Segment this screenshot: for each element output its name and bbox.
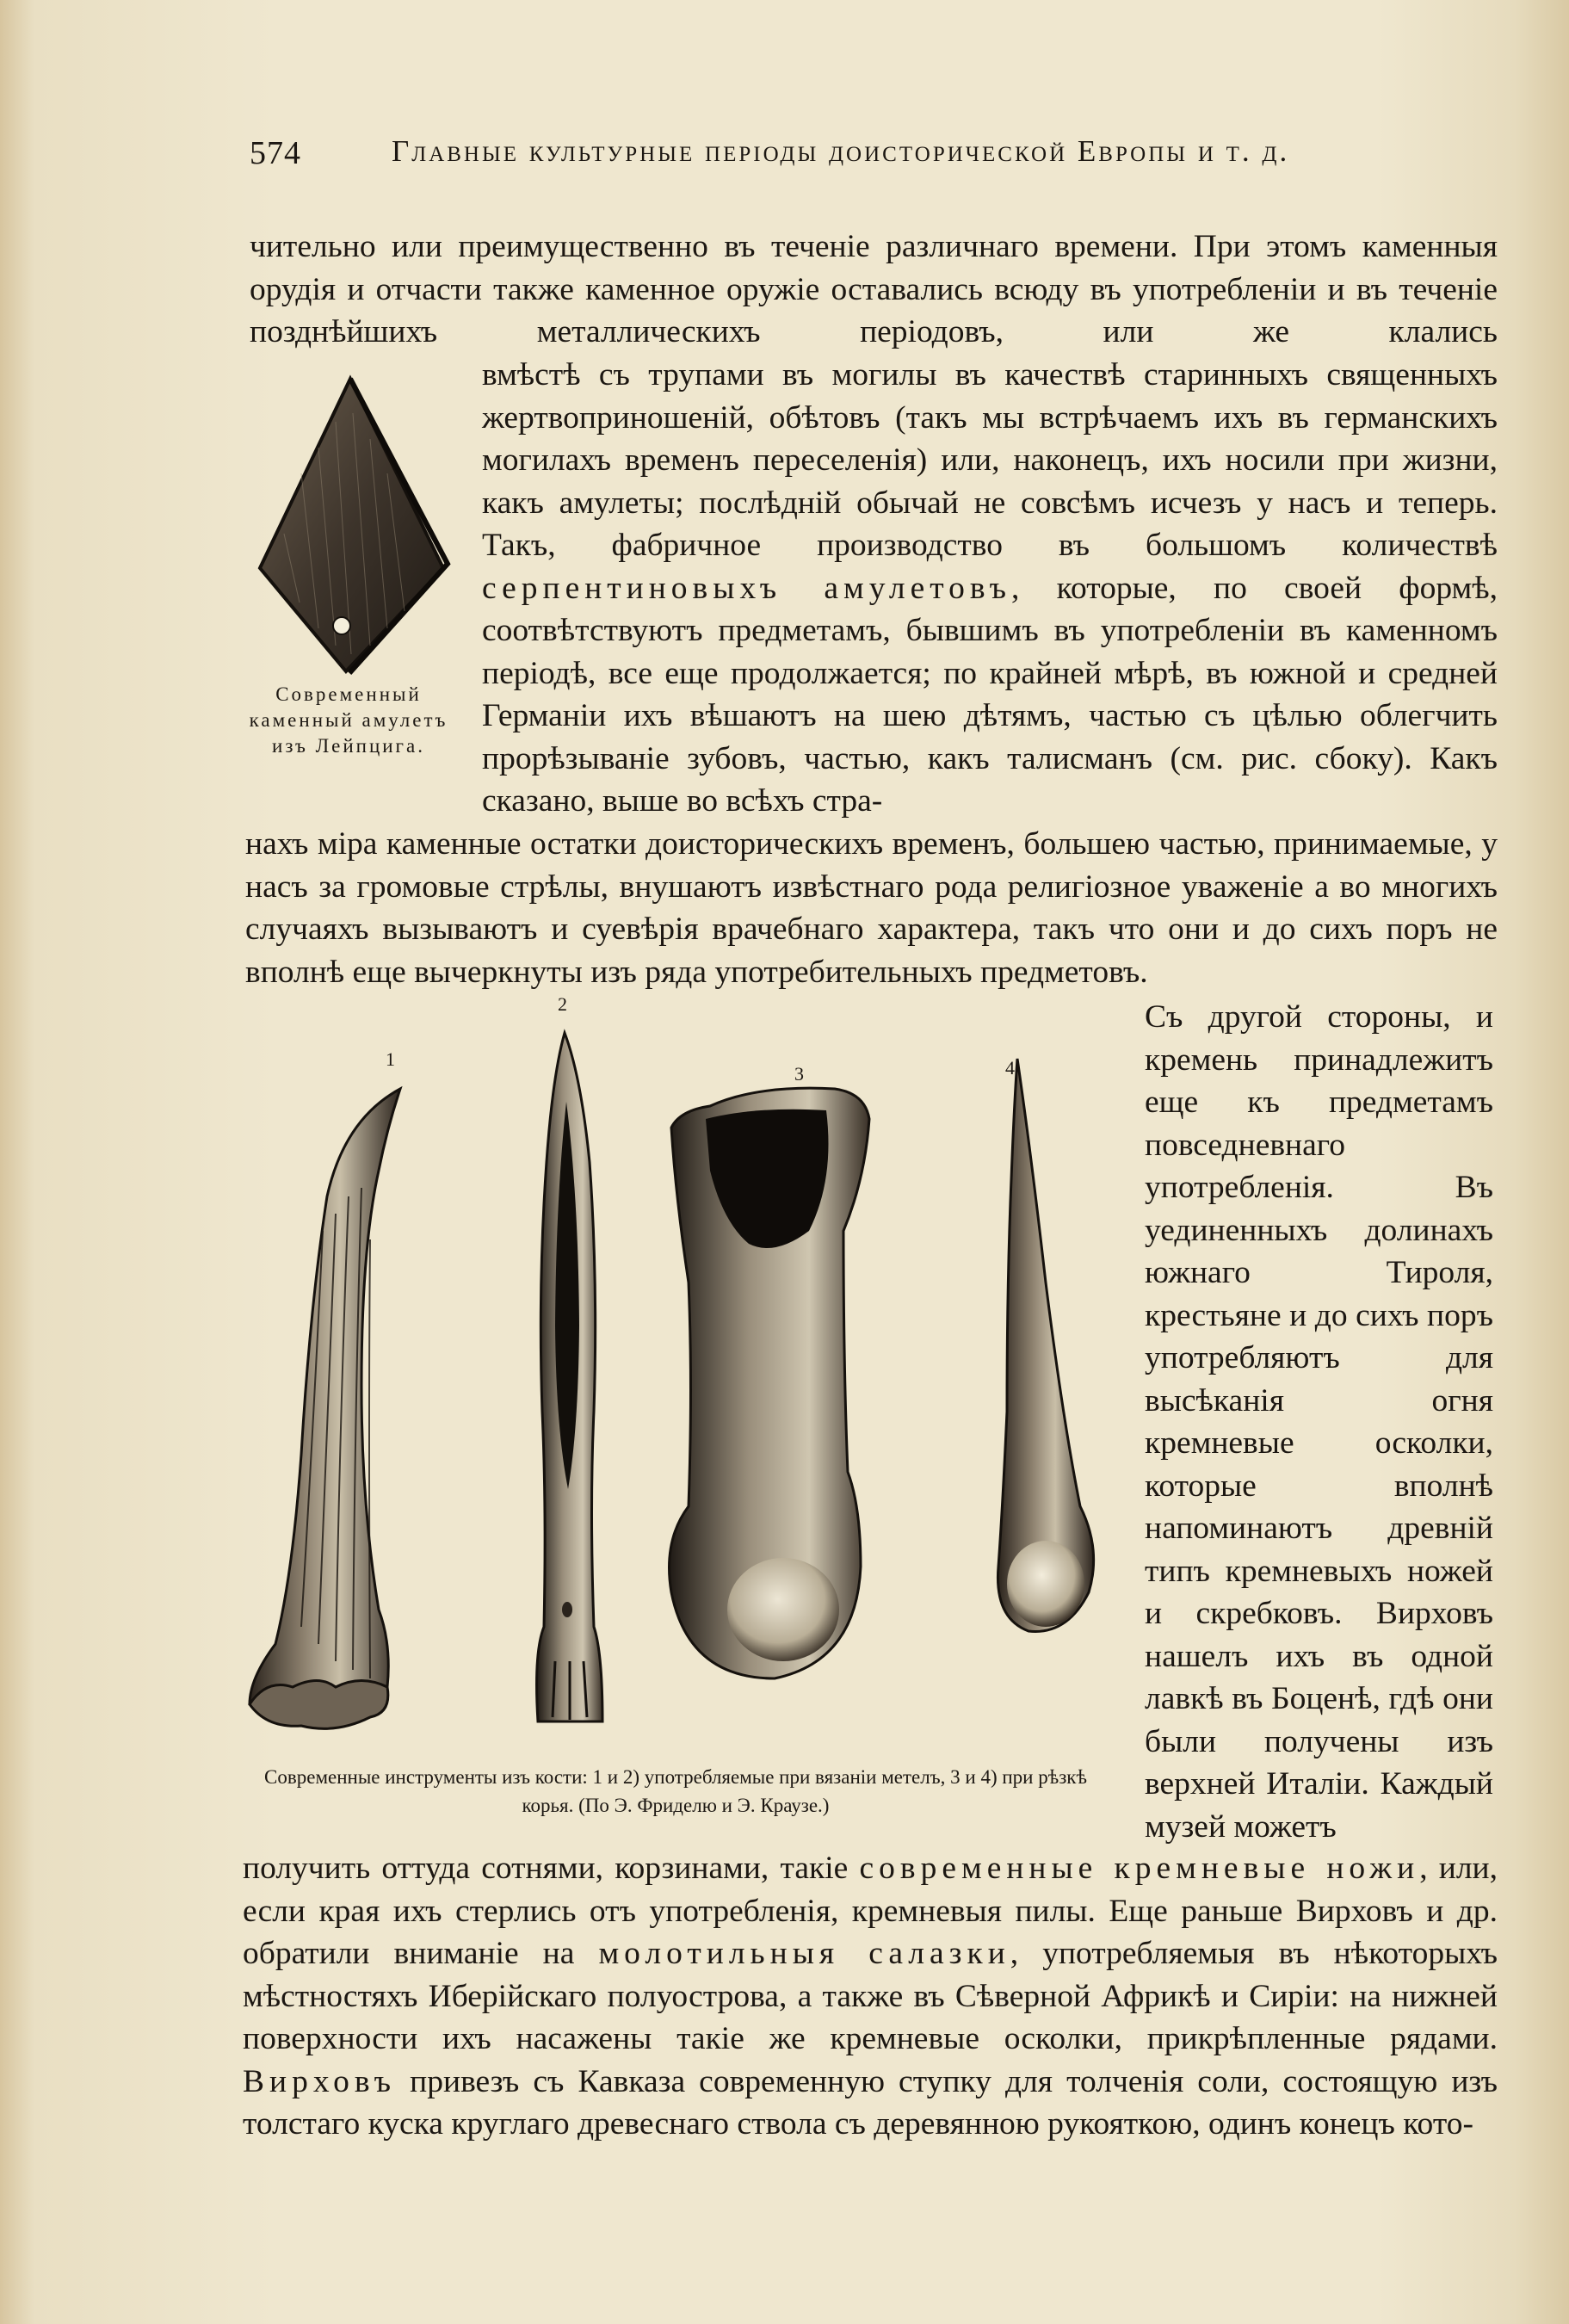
spaced-term: серпентиновыхъ амулетовъ (482, 570, 1012, 606)
spaced-term: Вирховъ (243, 2063, 397, 2099)
page-number: 574 (250, 135, 301, 171)
tool-4 (998, 1059, 1093, 1631)
bone-tools-illustration (241, 1024, 1127, 1756)
paragraph-full: нахъ міра каменные остатки доисторическихъ временъ, большею частью, принимаемые, у насъ за громовые стрѣлы, внушаютъ извѣстнаго рода религіозное уваженіе а во многихъ случаяхъ вызываютъ и суевѣрія врачебнаго характера, такъ что они и до сихъ поръ не вполнѣ еще вычеркнуты изъ ряда употребительныхъ предметовъ. (245, 826, 1498, 990)
paragraph-wrap: вмѣстѣ съ трупами въ могилы въ качествѣ старинныхъ священныхъ жертвоприношеній, обѣтовъ (такъ мы встрѣчаемъ ихъ въ германскихъ могилахъ временъ переселенія) или, наконецъ, ихъ носили при жизни, какъ амулеты; послѣдній обычай не совсѣмъ исчезъ у насъ и теперь. Такъ, фабричное производство въ большомъ количествѣ серпентиновыхъ амулетовъ, которые, по своей формѣ, соотвѣтствуютъ предметамъ, бывшимъ въ употребленіи въ каменномъ періодѣ, все еще продолжается; по крайней мѣрѣ, въ южной и средней Германіи ихъ вѣшаютъ на шею дѣтямъ, частью съ цѣлью облегчить прорѣзываніе зубовъ, частью, какъ талисманъ (см. рис. сбоку). Какъ сказано, выше во всѣхъ стра- (482, 357, 1498, 819)
paragraph-bottom: получить оттуда сотнями, корзинами, такіе современные кремневые ножи, или, если края ихъ стерлись отъ употребленія, кремневыя пилы. Еще раньше Вирховъ и др. обратили вниманіе на молотильныя салазки, употребляемыя въ нѣкоторыхъ мѣстностяхъ Иберійскаго полуострова, а также въ Сѣверной Африкѣ и Сиріи: на нижней поверхности ихъ насажены такіе же кремневые осколки, прикрѣпленные рядами. Вирховъ привезъ съ Кавказа современную ступку для толченія соли, состоящую изъ толстаго куска круглаго древеснаго ствола съ деревянною рукояткою, одинъ конецъ кото- (243, 1851, 1498, 2142)
figure-label-3: 3 (794, 1063, 804, 1085)
paragraph-column: Съ другой стороны, и кремень принадлежитъ еще къ предметамъ повседневнаго употребленія. Въ уединенныхъ долинахъ южнаго Тироля, крестьяне и до сихъ поръ употребляютъ для высѣканія огня кремневые осколки, которые вполнѣ напоминаютъ древній типъ кремневыхъ ножей и скребковъ. Вирховъ нашелъ ихъ въ одной лавкѣ въ Боценѣ, гдѣ они были получены изъ верхней Италіи. Каждый музей можетъ (1145, 999, 1493, 1845)
amulet-illustration (250, 370, 456, 680)
tool-2 (537, 1033, 602, 1721)
tool-1 (250, 1089, 400, 1728)
spaced-term: современные кремневые ножи (859, 1851, 1420, 1886)
spaced-term: молотильныя салазки (598, 1936, 1010, 1971)
figure-label-4: 4 (1005, 1057, 1015, 1079)
figure-label-1: 1 (386, 1048, 395, 1070)
paragraph-top: чительно или преимущественно въ теченіе различнаго времени. При этомъ каменныя орудія и отчасти также каменное оружіе оставались всюду въ употребленіи и въ теченіе позднѣйшихъ металлическихъ періодовъ, или же клались (250, 229, 1498, 349)
figure-caption: Современные инструменты изъ кости: 1 и 2) употребляемые при вязаніи метелъ, 3 и 4) при рѣзкѣ корья. (По Э. Фриделю и Э. Краузе.) (264, 1766, 1087, 1816)
figure-label-2: 2 (558, 993, 567, 1015)
amulet-caption: Современный каменный амулетъ изъ Лейпцига. (249, 683, 448, 757)
running-header (250, 129, 1515, 181)
tool-3 (670, 1088, 870, 1678)
running-title: Главные культурные періоды доисторической Европы и т. д. (392, 134, 1290, 168)
